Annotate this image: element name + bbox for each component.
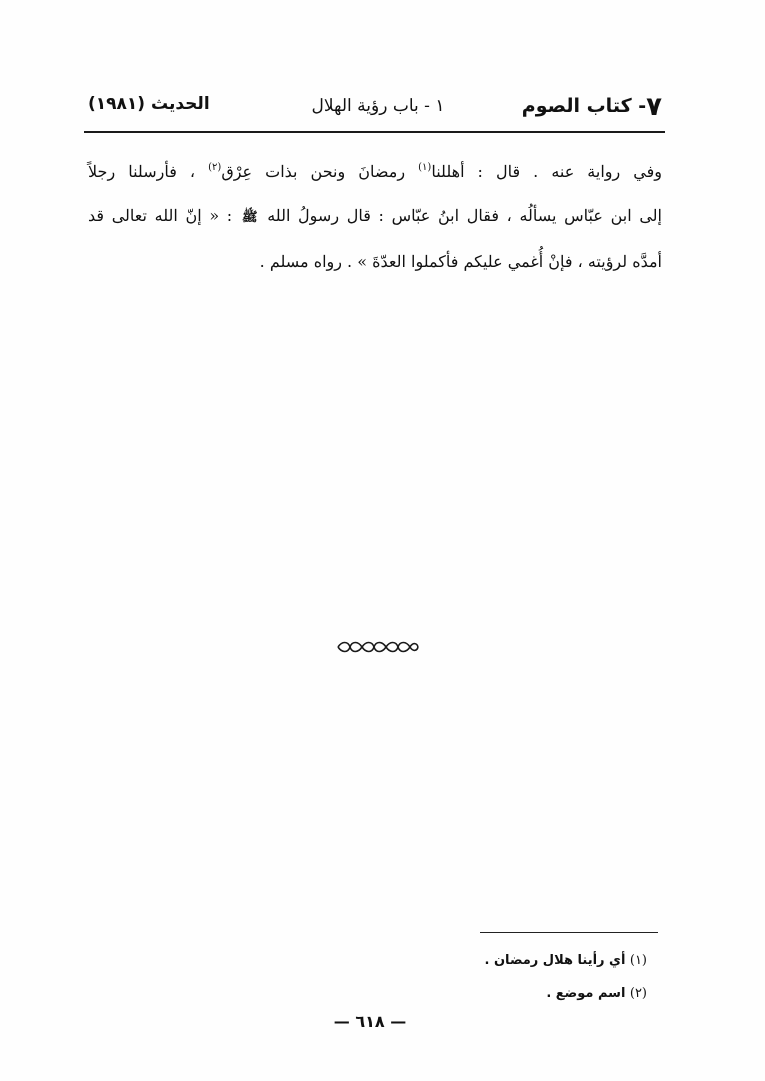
text-segment: إلى ابن عبّاس يسألُه ، فقال ابنُ عبّاس : قال رسولُ الله: [267, 206, 662, 225]
header-book-title: [522, 92, 662, 122]
footnotes: [317, 944, 647, 1010]
ornament-divider-icon: [336, 640, 420, 654]
salutation-glyph: ﷺ: [241, 210, 258, 225]
footnote-number: (٢): [629, 986, 647, 1001]
footnote-2: [317, 977, 647, 1010]
footnote-text: أي رأينا هلال رمضان .: [484, 953, 626, 968]
footnote-text: اسم موضع .: [546, 986, 626, 1001]
footnote-reference-2: (٢): [208, 162, 222, 173]
header-hadith-number: الحديث (١٩٨١): [88, 94, 210, 114]
header-divider: [84, 131, 665, 133]
book-number: ٧: [646, 92, 662, 122]
header-chapter-title: ١ - باب رؤية الهلال: [311, 96, 445, 116]
text-segment: ، فأرسلنا رجلاً: [88, 162, 196, 181]
text-segment: وفي رواية عنه . قال : أهللنا: [431, 162, 662, 181]
running-header: [88, 92, 662, 126]
text-segment: رمضانَ ونحن بذات عِرْق: [221, 162, 406, 181]
footnote-divider: [480, 932, 658, 933]
hadith-line-2: [88, 194, 662, 240]
footnote-1: [317, 944, 647, 977]
footnote-number: (١): [629, 953, 647, 968]
footnote-reference-1: (١): [418, 162, 432, 173]
hadith-line-1: [88, 146, 662, 194]
text-segment: : « إنّ الله تعالى قد: [88, 206, 233, 225]
hadith-line-3: أمدَّه لرؤيته ، فإنْ أُغمي عليكم فأكملوا العدّةَ » . رواه مسلم .: [259, 252, 662, 271]
hadith-text: [88, 146, 662, 284]
page-number: — ٦١٨ —: [333, 1012, 407, 1031]
book-title: - كتاب الصوم: [521, 95, 647, 117]
